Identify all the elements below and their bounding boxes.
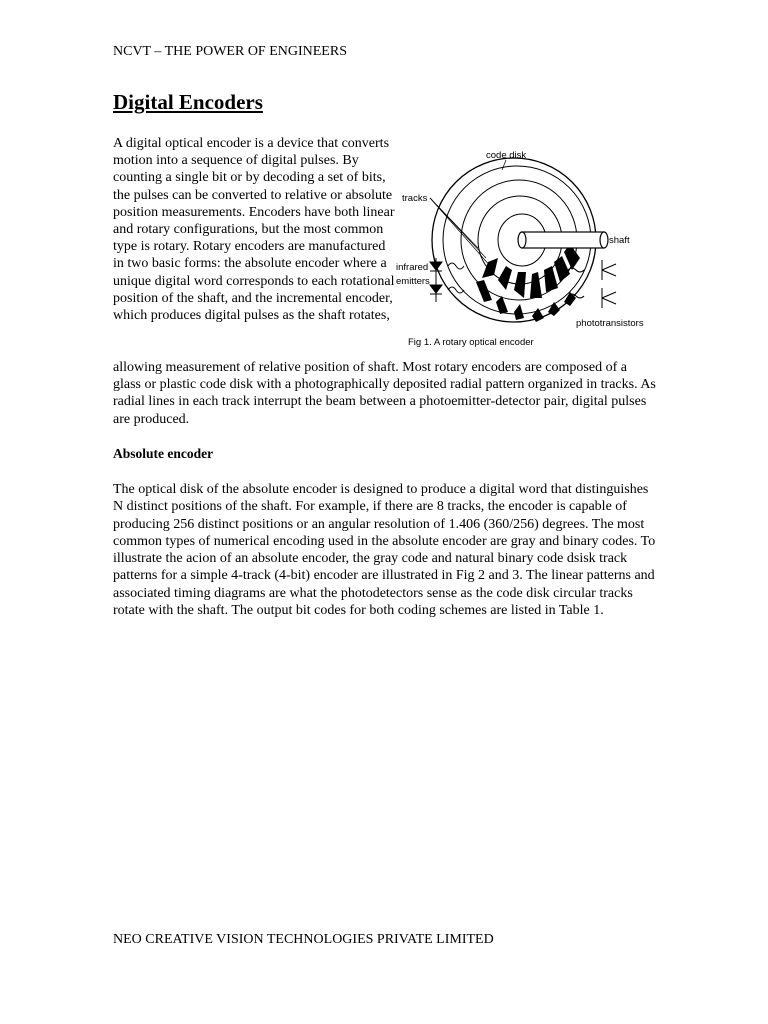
intro-paragraph-wrapped: A digital optical encoder is a device that converts motion into a sequence of digital pulses. By counting a single bit or by decoding a set of bits, the pulses can be converted to relative or absolute position measurements. Encoders have both linear and rotary configurations, but the most common type is rotary. Rotary encoders are manufactured in two basic forms: the absolute encoder where a unique digital word corresponds to each rotational position of the shaft, and the incremental encoder, which produces digital pulses as the shaft rotates, — [113, 136, 395, 324]
label-code-disk: code disk — [486, 150, 527, 161]
intro-paragraph-full: allowing measurement of relative position of shaft. Most rotary encoders are composed of a glass or plastic code disk with a photographically deposited radial pattern organized in tracks. As radial lines in each track interrupt the beam between a photoemitter-detector pair, digital pulses are produced. — [113, 360, 656, 427]
section-heading: Absolute encoder — [113, 446, 214, 461]
rotary-encoder-figure — [396, 140, 658, 356]
figure-caption: Fig 1. A rotary optical encoder — [408, 337, 534, 348]
page-footer: NEO CREATIVE VISION TECHNOLOGIES PRIVATE LIMITED — [113, 932, 494, 947]
label-emitters: emitters — [396, 276, 430, 287]
page-header: NCVT – THE POWER OF ENGINEERS — [113, 44, 347, 59]
page-title: Digital Encoders — [113, 90, 263, 114]
label-tracks: tracks — [402, 193, 428, 204]
label-shaft: shaft — [609, 235, 630, 246]
section-body: The optical disk of the absolute encoder is designed to produce a digital word that distinguishes N distinct positions of the shaft. For example, if there are 8 tracks, the encoder is capable of producing 256 distinct positions or an angular resolution of 1.406 (360/256) degrees. The most common types of numerical encoding used in the absolute encoder are gray and binary codes. To illustrate the acion of an absolute encoder, the gray code and natural binary code dsisk track patterns for a simple 4-track (4-bit) encoder are illustrated in Fig 2 and 3. The linear patterns and associated timing diagrams are what the photodetectors sense as the code disk circular tracks rotate with the shaft. The output bit codes for both coding schemes are listed in Table 1. — [113, 482, 656, 619]
label-phototransistors: phototransistors — [576, 318, 644, 329]
shaft-drawing — [518, 232, 608, 248]
label-infrared: infrared — [396, 262, 429, 273]
